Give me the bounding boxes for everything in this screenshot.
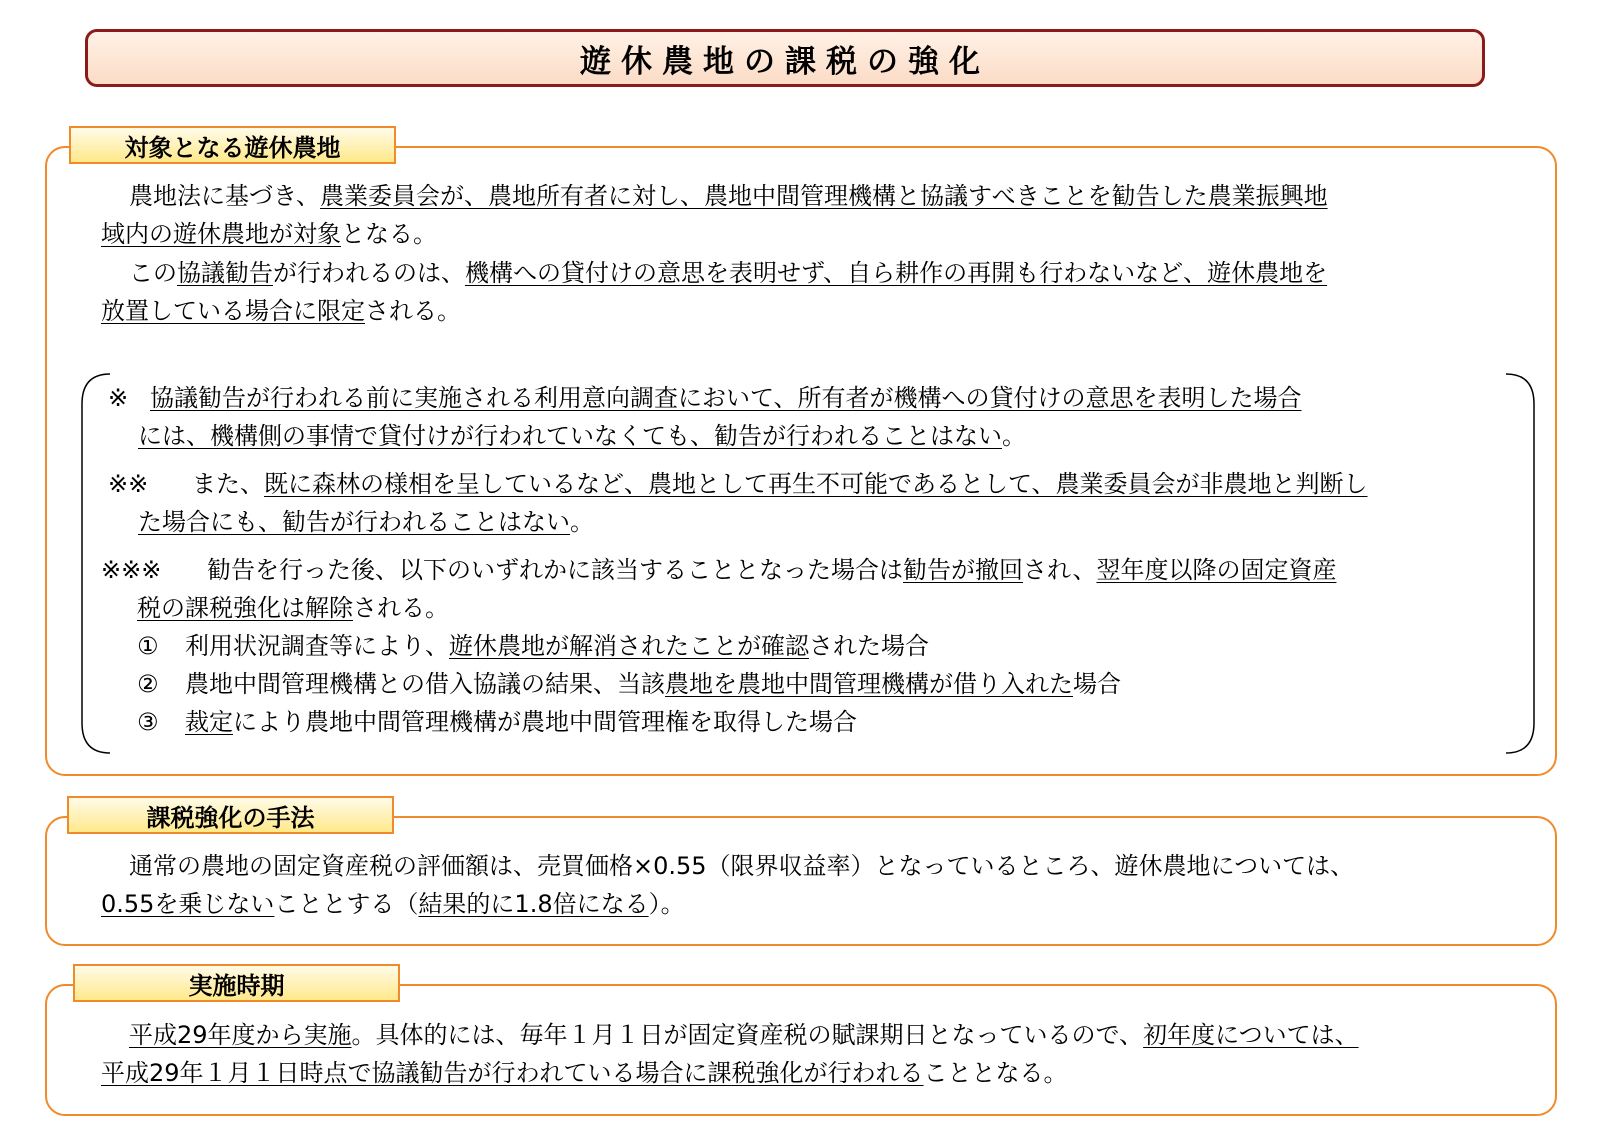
underlined-text: 農業委員会が、農地所有者に対し、農地中間管理機構と協議すべきことを勧告した農業振興地 <box>320 182 1328 210</box>
text: された場合 <box>809 632 929 660</box>
note-mark: ※ <box>108 384 129 412</box>
text: 利用状況調査等により、 <box>185 632 449 660</box>
underlined-text: 結果的に1.8倍になる <box>418 890 649 918</box>
text: また、 <box>192 470 264 498</box>
underlined-text: 協議勧告が行われる前に実施される利用意向調査において、所有者が機構への貸付けの意思を表明した場合 <box>150 384 1302 412</box>
method-paragraph <box>101 847 1511 923</box>
underlined-text: 農地を農地中間管理機構が借り入れた <box>665 670 1073 698</box>
note-1 <box>108 379 1518 455</box>
underlined-text: 翌年度以降の固定資産 <box>1096 556 1337 584</box>
underlined-text: 機構への貸付けの意思を表明せず、自ら耕作の再開も行わないなど、遊休農地を <box>465 259 1328 287</box>
underlined-text: 遊休農地が解消されたことが確認 <box>449 632 809 660</box>
text: が行われるのは、 <box>273 259 465 287</box>
text: 。 <box>1002 422 1026 450</box>
text: こととなる。 <box>923 1059 1068 1087</box>
text: により農地中間管理機構が農地中間管理権を取得した場合 <box>233 708 857 736</box>
note-mark: ※※ <box>108 470 149 498</box>
list-item <box>137 665 1121 703</box>
underlined-text: 域内の遊休農地が対象 <box>101 220 341 248</box>
target-paragraph-1 <box>101 177 1511 253</box>
underlined-text: 協議勧告 <box>177 259 273 287</box>
underlined-text: た場合にも、勧告が行われることはない <box>138 508 570 536</box>
note-2 <box>108 465 1518 541</box>
target-section-heading: 対象となる遊休農地 <box>69 126 396 164</box>
underlined-text: 平成29年度から実施 <box>129 1021 352 1049</box>
text: 農地中間管理機構との借入協議の結果、当該 <box>185 670 665 698</box>
schedule-paragraph <box>101 1016 1511 1092</box>
item-number: ② <box>137 670 159 698</box>
text: 。 <box>570 508 594 536</box>
underlined-text: 既に森林の様相を呈しているなど、農地として再生不可能であるとして、農業委員会が非農地と判断し <box>264 470 1368 498</box>
page-title: 遊休農地の課税の強化 <box>85 29 1485 87</box>
text: される。 <box>353 594 449 622</box>
text: 通常の農地の固定資産税の評価額は、売買価格×0.55（限界収益率）となっているところ、遊休農地については、 <box>129 852 1355 880</box>
text: 勧告を行った後、以下のいずれかに該当することとなった場合は <box>207 556 903 584</box>
text: となる。 <box>341 220 437 248</box>
underlined-text: には、機構側の事情で貸付けが行われていなくても、勧告が行われることはない <box>138 422 1002 450</box>
target-paragraph-2 <box>101 254 1511 330</box>
note-3 <box>101 551 1511 627</box>
text: 農地法に基づき、 <box>129 182 321 210</box>
list-item <box>137 627 929 665</box>
method-section-heading: 課税強化の手法 <box>67 796 394 834</box>
text: され、 <box>1023 556 1097 584</box>
text: 。具体的には、毎年１月１日が固定資産税の賦課期日となっているので、 <box>351 1021 1144 1049</box>
item-number: ③ <box>137 708 159 736</box>
list-item <box>137 703 857 741</box>
underlined-text: 初年度については、 <box>1143 1021 1359 1049</box>
underlined-text: 裁定 <box>185 708 233 736</box>
schedule-section-heading: 実施時期 <box>73 964 400 1002</box>
text: される。 <box>365 297 461 325</box>
underlined-text: 税の課税強化は解除 <box>137 594 353 622</box>
text: ）。 <box>648 890 685 918</box>
underlined-text: 勧告が撤回 <box>903 556 1023 584</box>
text: こととする（ <box>274 890 419 918</box>
text: この <box>129 259 177 287</box>
note-mark: ※※※ <box>101 556 162 584</box>
underlined-text: 0.55を乗じない <box>101 890 275 918</box>
underlined-text: 平成29年１月１日時点で協議勧告が行われている場合に課税強化が行われる <box>101 1059 924 1087</box>
text: 場合 <box>1073 670 1121 698</box>
item-number: ① <box>137 632 159 660</box>
underlined-text: 放置している場合に限定 <box>101 297 365 325</box>
